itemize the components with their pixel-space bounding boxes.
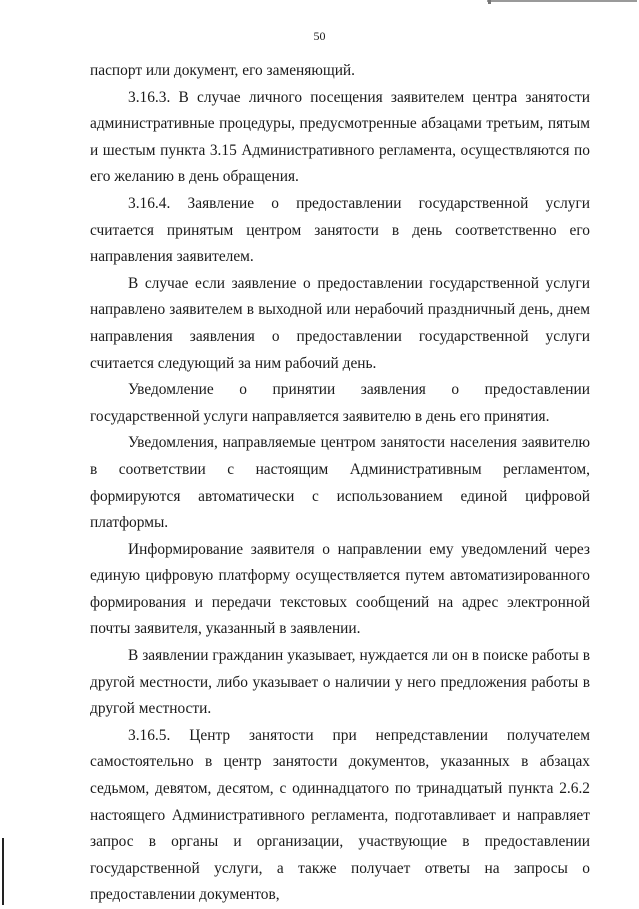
paragraph-acceptance-notice: Уведомление о принятии заявления о предоставлении государственной услуги направляется заявителю в день его принятия. [90,381,590,425]
scan-edge-mark [487,0,637,2]
paragraph-automatic-notices: Уведомления, направляемые центром занятости населения заявителю в соответствии с настоящим Административным регламентом, формируются автоматически с использованием единой цифровой платформы. [90,434,590,532]
scan-edge-line [2,838,4,905]
paragraph-3-16-5: 3.16.5. Центр занятости при непредставлении получателем самостоятельно в центр занятости документов, указанных в абзацах седьмом, девятом, десятом, с одиннадцатого по тринадцатый пункта 2.6.2 настоящего Административного регламента, подготавливает и направляет запрос в органы и организации, участвующие в предоставлении государственной услуги, а также получает ответы на запросы о предоставлении документов, [90,726,590,904]
scan-edge-dot [488,0,491,4]
paragraph-weekend-submission: В случае если заявление о предоставлении государственной услуги направлено заявителем в выходной или нерабочий праздничный день, днем направления заявления о предоставлении государственной услуги считается следующий за ним рабочий день. [90,274,590,372]
paragraph-other-locality: В заявлении гражданин указывает, нуждается ли он в поиске работы в другой местности, либо указывает о наличии у него предложения работы в другой местности. [90,647,590,718]
paragraph-3-16-4: 3.16.4. Заявление о предоставлении государственной услуги считается принятым центром занятости в день соответственно его направления заявителем. [90,194,590,266]
paragraph-email-informing: Информирование заявителя о направлении ему уведомлений через единую цифровую платформу осуществляется путем автоматизированного формирования и передачи текстовых сообщений на адрес электронной почты заявителя, указанный в заявлении. [90,540,590,638]
paragraph-continuation: паспорт или документ, его заменяющий. [90,62,356,79]
document-body [90,58,590,909]
paragraph-3-16-3: 3.16.3. В случае личного посещения заявителем центра занятости административные процедуры, предусмотренные абзацами третьим, пятым и шестым пункта 3.15 Административного регламента, осуществляются по его желанию в день обращения. [90,88,590,186]
page-number: 50 [313,29,326,43]
